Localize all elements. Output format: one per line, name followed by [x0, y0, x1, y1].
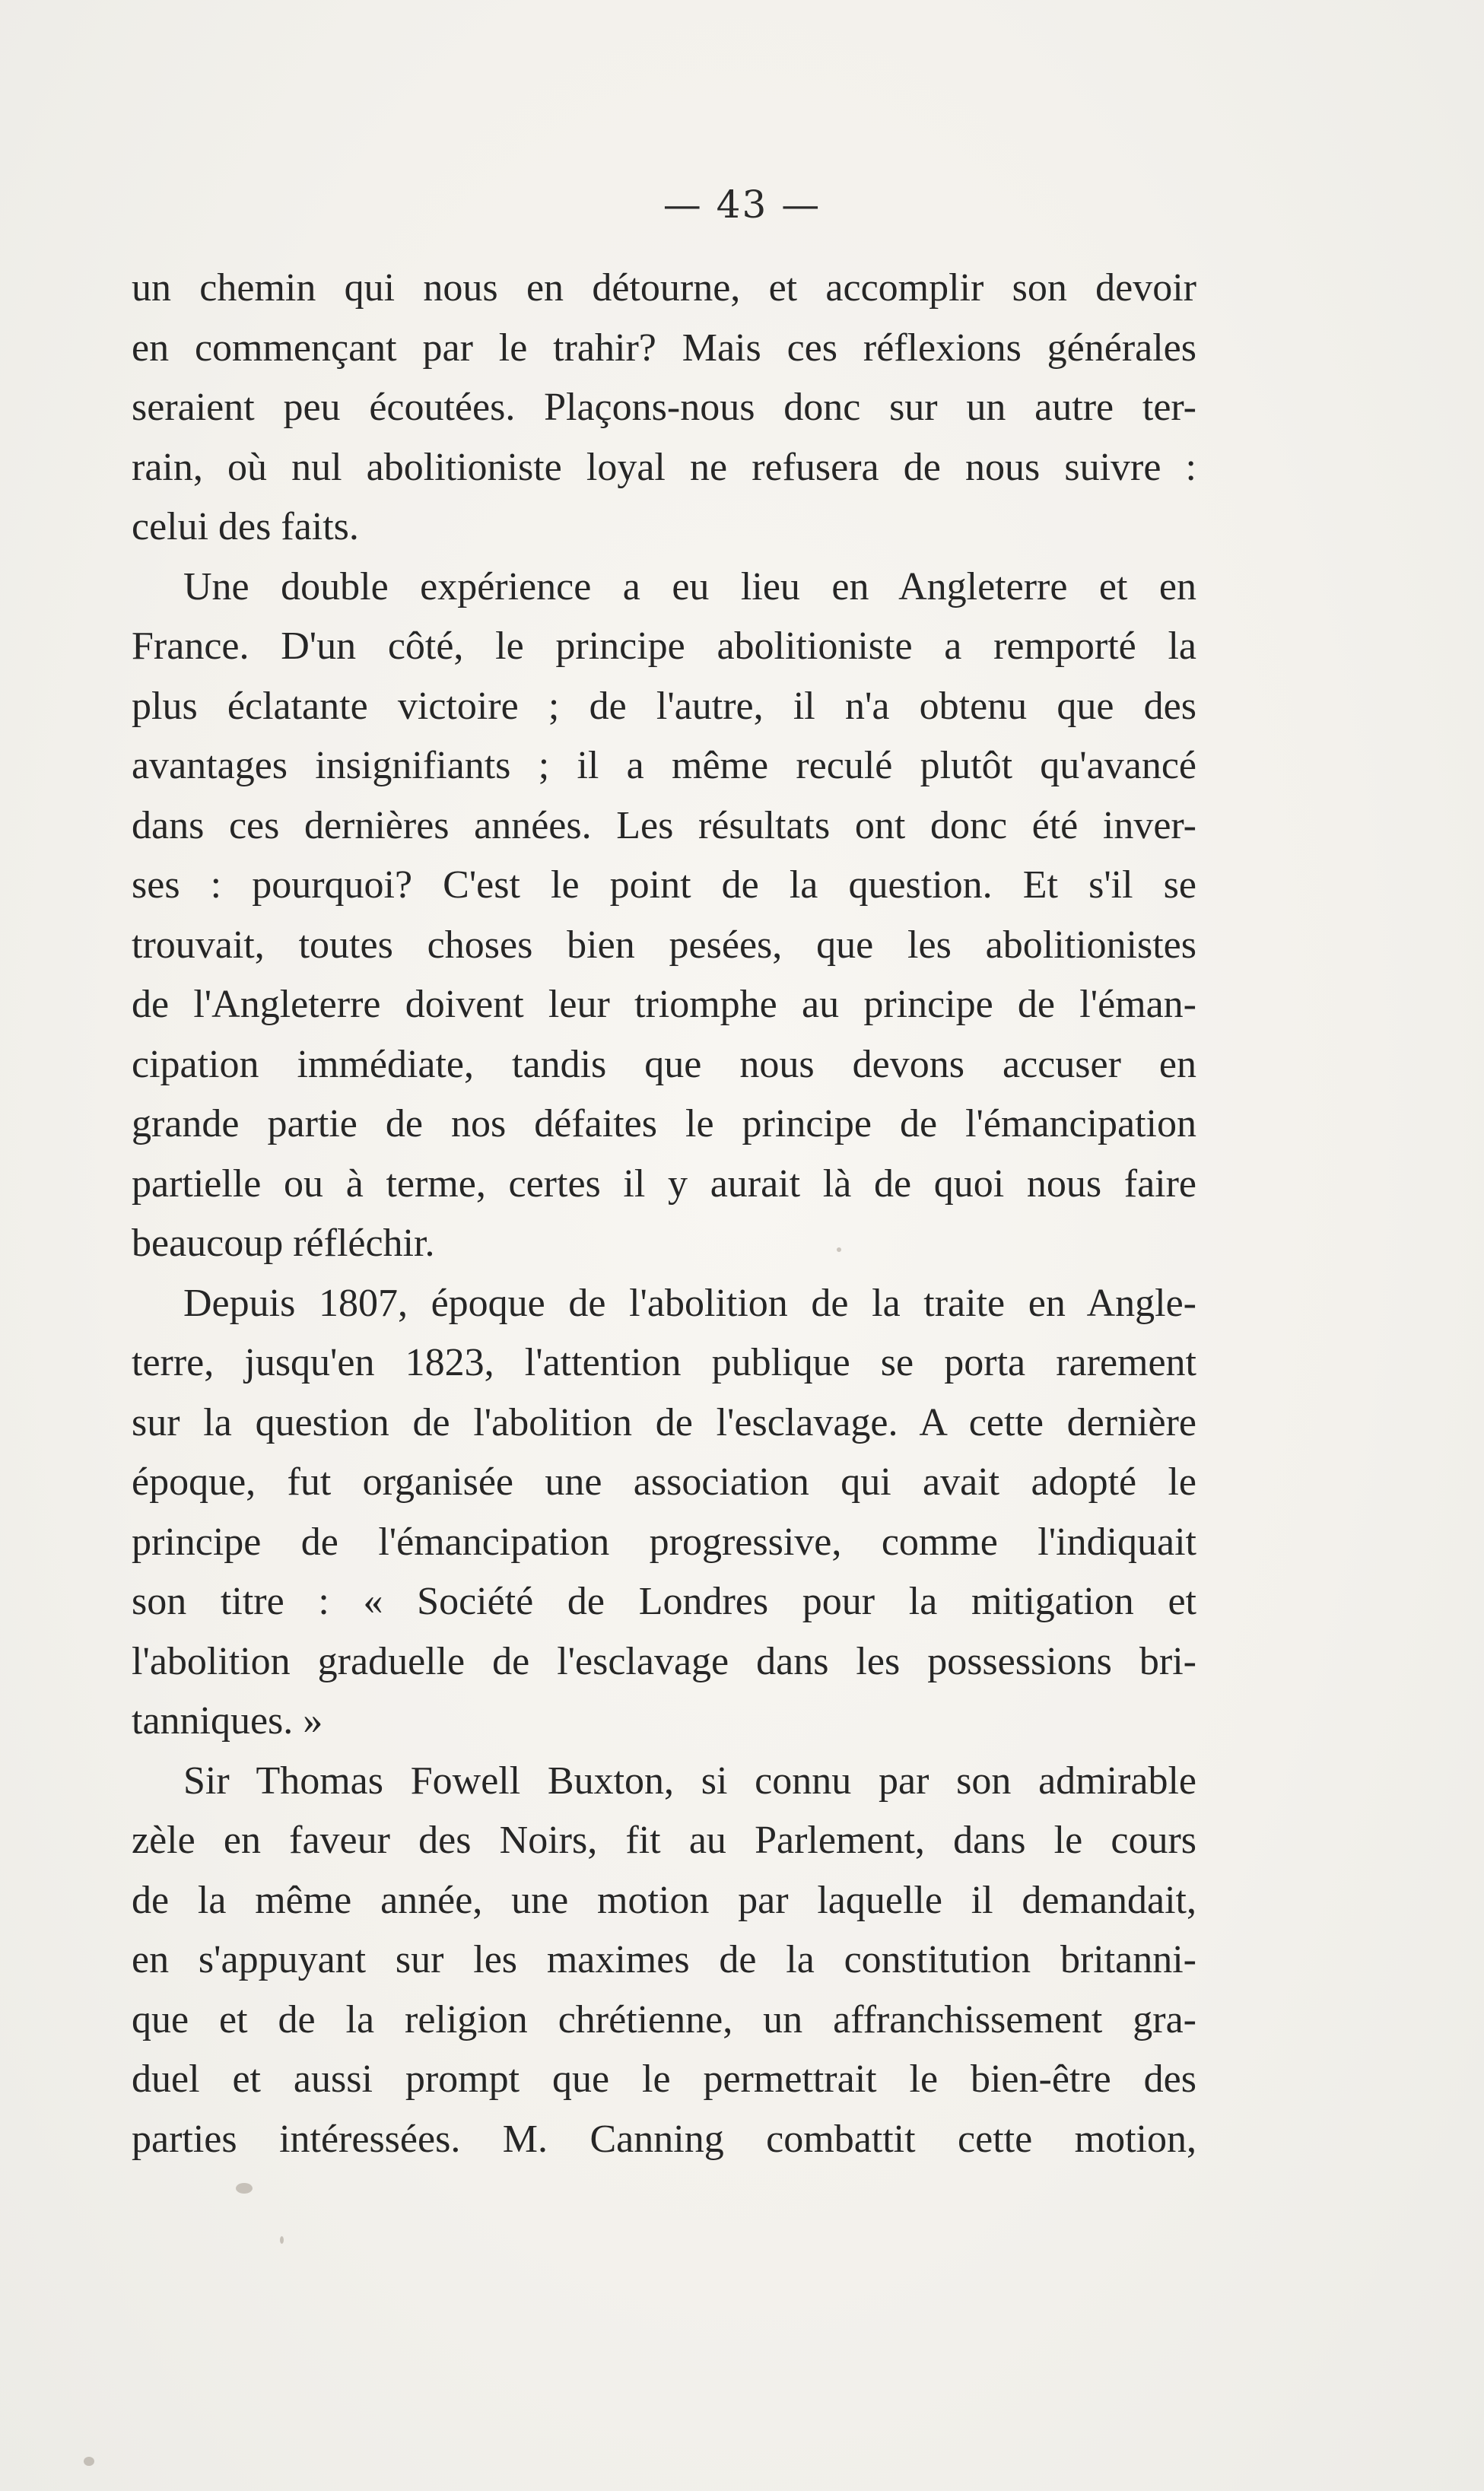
text-line: Une double expérience a eu lieu en Angleterre et en [183, 564, 1196, 608]
text-line: un chemin qui nous en détourne, et accomplir son devoir [132, 266, 1196, 310]
text-line: ses : pourquoi? C'est le point de la question. Et s'il se [132, 863, 1196, 907]
text-line: Depuis 1807, époque de l'abolition de la traite en Angle- [183, 1281, 1196, 1325]
text-line: son titre : « Société de Londres pour la mitigation et [132, 1580, 1196, 1623]
text-line: terre, jusqu'en 1823, l'attention publique se porta rarement [132, 1341, 1196, 1384]
text-line: que et de la religion chrétienne, un affranchissement gra- [132, 1997, 1196, 2041]
text-line: France. D'un côté, le principe abolitioniste a remporté la [132, 624, 1196, 668]
text-line: de l'Angleterre doivent leur triomphe au principe de l'éman- [132, 983, 1196, 1026]
paper-speck [280, 2236, 284, 2244]
text-line: duel et aussi prompt que le permettrait le bien-être des [132, 2057, 1196, 2101]
paper-speck [84, 2457, 94, 2466]
text-line: époque, fut organisée une association qui avait adopté le [132, 1460, 1196, 1504]
text-line: celui des faits. [132, 505, 359, 548]
text-line: trouvait, toutes choses bien pesées, que les abolitionistes [132, 923, 1196, 967]
text-line: dans ces dernières années. Les résultats ont donc été inver- [132, 803, 1196, 847]
text-line: zèle en faveur des Noirs, fit au Parlement, dans le cours [132, 1819, 1196, 1862]
text-line: l'abolition graduelle de l'esclavage dans les possessions bri- [132, 1639, 1196, 1683]
text-line: rain, où nul abolitioniste loyal ne refusera de nous suivre : [132, 445, 1196, 489]
text-line: grande partie de nos défaites le principe de l'émancipation [132, 1102, 1196, 1145]
text-line: avantages insignifiants ; il a même reculé plutôt qu'avancé [132, 744, 1196, 787]
paper-speck [236, 2183, 253, 2194]
text-line: sur la question de l'abolition de l'esclavage. A cette dernière [132, 1400, 1196, 1444]
paper-speck [837, 1247, 841, 1252]
text-line: de la même année, une motion par laquelle il demandait, [132, 1878, 1196, 1922]
text-line: en s'appuyant sur les maximes de la constitution britanni- [132, 1938, 1196, 1981]
text-line: seraient peu écoutées. Plaçons-nous donc sur un autre ter- [132, 386, 1196, 429]
text-line: plus éclatante victoire ; de l'autre, il n'a obtenu que des [132, 684, 1196, 728]
text-line: partielle ou à terme, certes il y aurait là de quoi nous faire [132, 1161, 1196, 1206]
text-line: en commençant par le trahir? Mais ces réflexions générales [132, 326, 1196, 370]
text-line: cipation immédiate, tandis que nous devons accuser en [132, 1042, 1196, 1086]
text-line: principe de l'émancipation progressive, comme l'indiquait [132, 1520, 1196, 1564]
page-number: — 43 — [663, 183, 821, 227]
body-text [132, 259, 1196, 2169]
text-line: parties intéressées. M. Canning combattit cette motion, [132, 2117, 1196, 2161]
text-line: beaucoup réfléchir. [132, 1222, 435, 1265]
text-line: tanniques. » [132, 1699, 323, 1743]
text-line: Sir Thomas Fowell Buxton, si connu par son admirable [183, 1759, 1196, 1803]
